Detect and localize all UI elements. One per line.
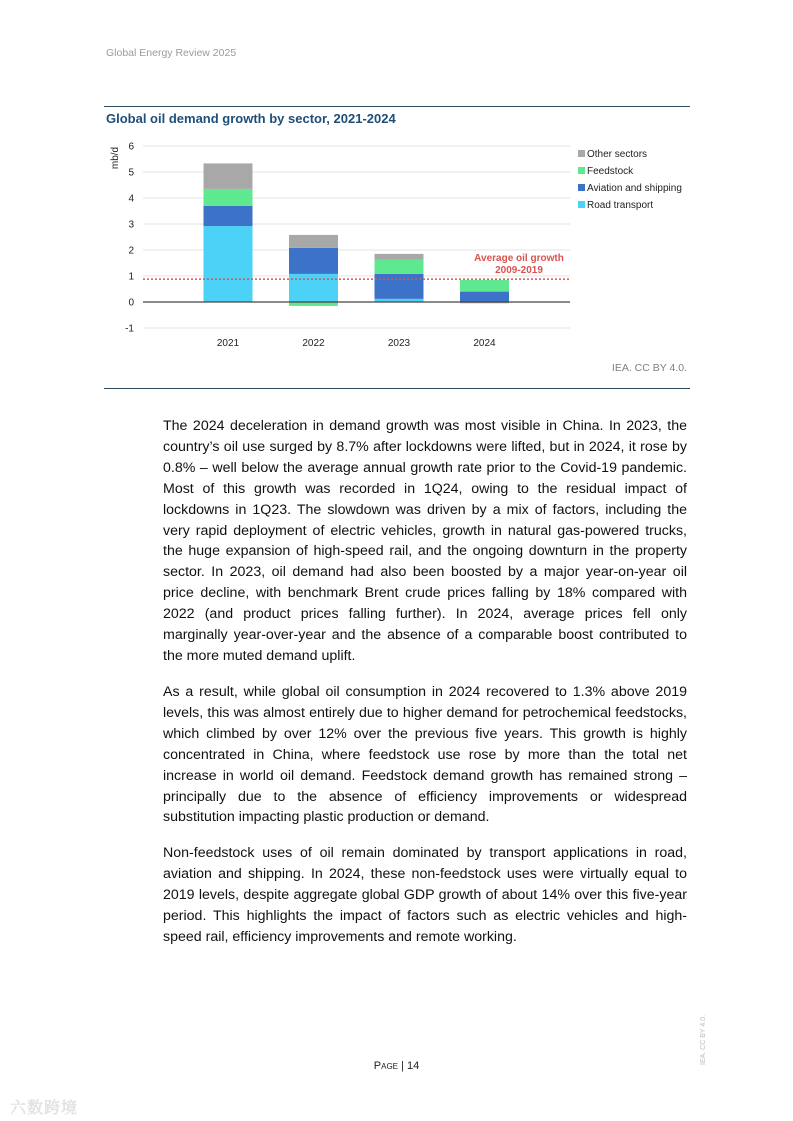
page-label: Page bbox=[373, 1060, 398, 1072]
bar-segment-aviation-and-shipping-2022 bbox=[289, 248, 338, 274]
y-tick-label: 1 bbox=[128, 271, 134, 283]
stacked-bar-chart bbox=[104, 136, 694, 356]
y-tick-label: 3 bbox=[128, 219, 134, 231]
y-axis-ticks bbox=[125, 142, 134, 335]
bar-segment-other-sectors-2022 bbox=[289, 235, 338, 248]
bar-segment-road-transport-2021 bbox=[204, 226, 253, 302]
figure-top-rule bbox=[104, 106, 690, 107]
bar-segment-feedstock-2024 bbox=[460, 280, 509, 292]
side-credit: IEA. CC BY 4.0. bbox=[700, 1014, 707, 1065]
x-tick-label: 2021 bbox=[216, 338, 240, 349]
y-tick-label: 0 bbox=[128, 297, 134, 309]
legend-swatch bbox=[578, 201, 585, 208]
legend-label: Other sectors bbox=[587, 149, 648, 160]
legend-label: Feedstock bbox=[587, 166, 634, 177]
page-number-value: 14 bbox=[406, 1060, 420, 1072]
bars bbox=[204, 163, 510, 305]
reference-line-label-years: 2009-2019 bbox=[495, 265, 543, 277]
y-tick-label: 2 bbox=[128, 245, 134, 257]
bar-segment-aviation-and-shipping-2021 bbox=[204, 206, 253, 226]
legend-swatch bbox=[578, 167, 585, 174]
bar-segment-aviation-and-shipping-2023 bbox=[375, 274, 424, 299]
x-tick-label: 2022 bbox=[302, 338, 325, 349]
legend bbox=[578, 149, 682, 211]
page-separator: | bbox=[401, 1060, 404, 1072]
x-tick-label: 2023 bbox=[387, 338, 411, 349]
y-tick-label: 6 bbox=[128, 141, 134, 153]
figure-credit: IEA. CC BY 4.0. bbox=[611, 362, 687, 374]
bar-segment-feedstock-2021 bbox=[204, 189, 253, 206]
bar-segment-road-transport-2022 bbox=[289, 274, 338, 302]
legend-label: Road transport bbox=[587, 200, 654, 211]
x-tick-label: 2024 bbox=[473, 338, 496, 349]
running-header: Global Energy Review 2025 bbox=[106, 47, 237, 59]
paragraph-china-deceleration: The 2024 deceleration in demand growth was most visible in China. In 2023, the country’s oil use surged by 8.7% after lockdowns were lifted, but in 2024, it rose by 0.8% – well below the average annual growth rate prior to the Covid-19 pandemic. Most of this growth was recorded in 1Q24, owing to the residual impact of lockdowns in 1Q23. The slowdown was driven by a mix of factors, including the very rapid deployment of electric vehicles, growth in natural gas-powered trucks, the huge expansion of high-speed rail, and the ongoing downturn in the property sector. In 2023, oil demand had also been boosted by a major year-on-year oil price decline, with benchmark Brent crude prices falling by 18% compared with 2022 (and product prices falling further). In 2024, average prices fell only marginally year-over-year and the absence of a comparable boost contributed to the more muted demand uplift. bbox=[163, 418, 687, 664]
paragraph-feedstock-growth: As a result, while global oil consumption in 2024 recovered to 1.3% above 2019 levels, this was almost entirely due to higher demand for petrochemical feedstocks, which climbed by over 12% over the previous five years. This growth is highly concentrated in China, where feedstock use rose by more than the total net increase in world oil demand. Feedstock demand growth has remained strong – principally due to the absence of efficiency improvements or widespread substitution impacting plastic production or demand. bbox=[163, 684, 687, 826]
chart-title: Global oil demand growth by sector, 2021-2024 bbox=[106, 111, 396, 126]
bar-segment-other-sectors-2023 bbox=[375, 254, 424, 260]
watermark-logo: 六数跨境 bbox=[10, 1100, 79, 1117]
x-axis-ticks bbox=[217, 338, 496, 349]
y-tick-label: 4 bbox=[128, 193, 134, 205]
reference-line-label: Average oil growth bbox=[474, 253, 564, 265]
y-axis-label: mb/d bbox=[110, 146, 121, 170]
bar-segment-other-sectors-2021 bbox=[204, 163, 253, 188]
page-number bbox=[0, 1060, 793, 1072]
paragraph-non-feedstock: Non-feedstock uses of oil remain dominated by transport applications in road, aviation and shipping. In 2024, these non-feedstock uses were virtually equal to 2019 levels, despite aggregate global GDP growth of about 14% over this five-year period. This highlights the impact of factors such as electric vehicles and high-speed rail, efficiency improvements and remote working. bbox=[163, 845, 687, 945]
legend-label: Aviation and shipping bbox=[587, 183, 682, 194]
figure-bottom-rule bbox=[104, 388, 690, 389]
legend-swatch bbox=[578, 184, 585, 191]
y-tick-label: 5 bbox=[128, 167, 134, 179]
bar-segment-aviation-and-shipping-2024 bbox=[460, 292, 509, 302]
y-tick-label: -1 bbox=[125, 323, 134, 335]
legend-swatch bbox=[578, 150, 585, 157]
bar-segment-feedstock-2023 bbox=[375, 260, 424, 274]
